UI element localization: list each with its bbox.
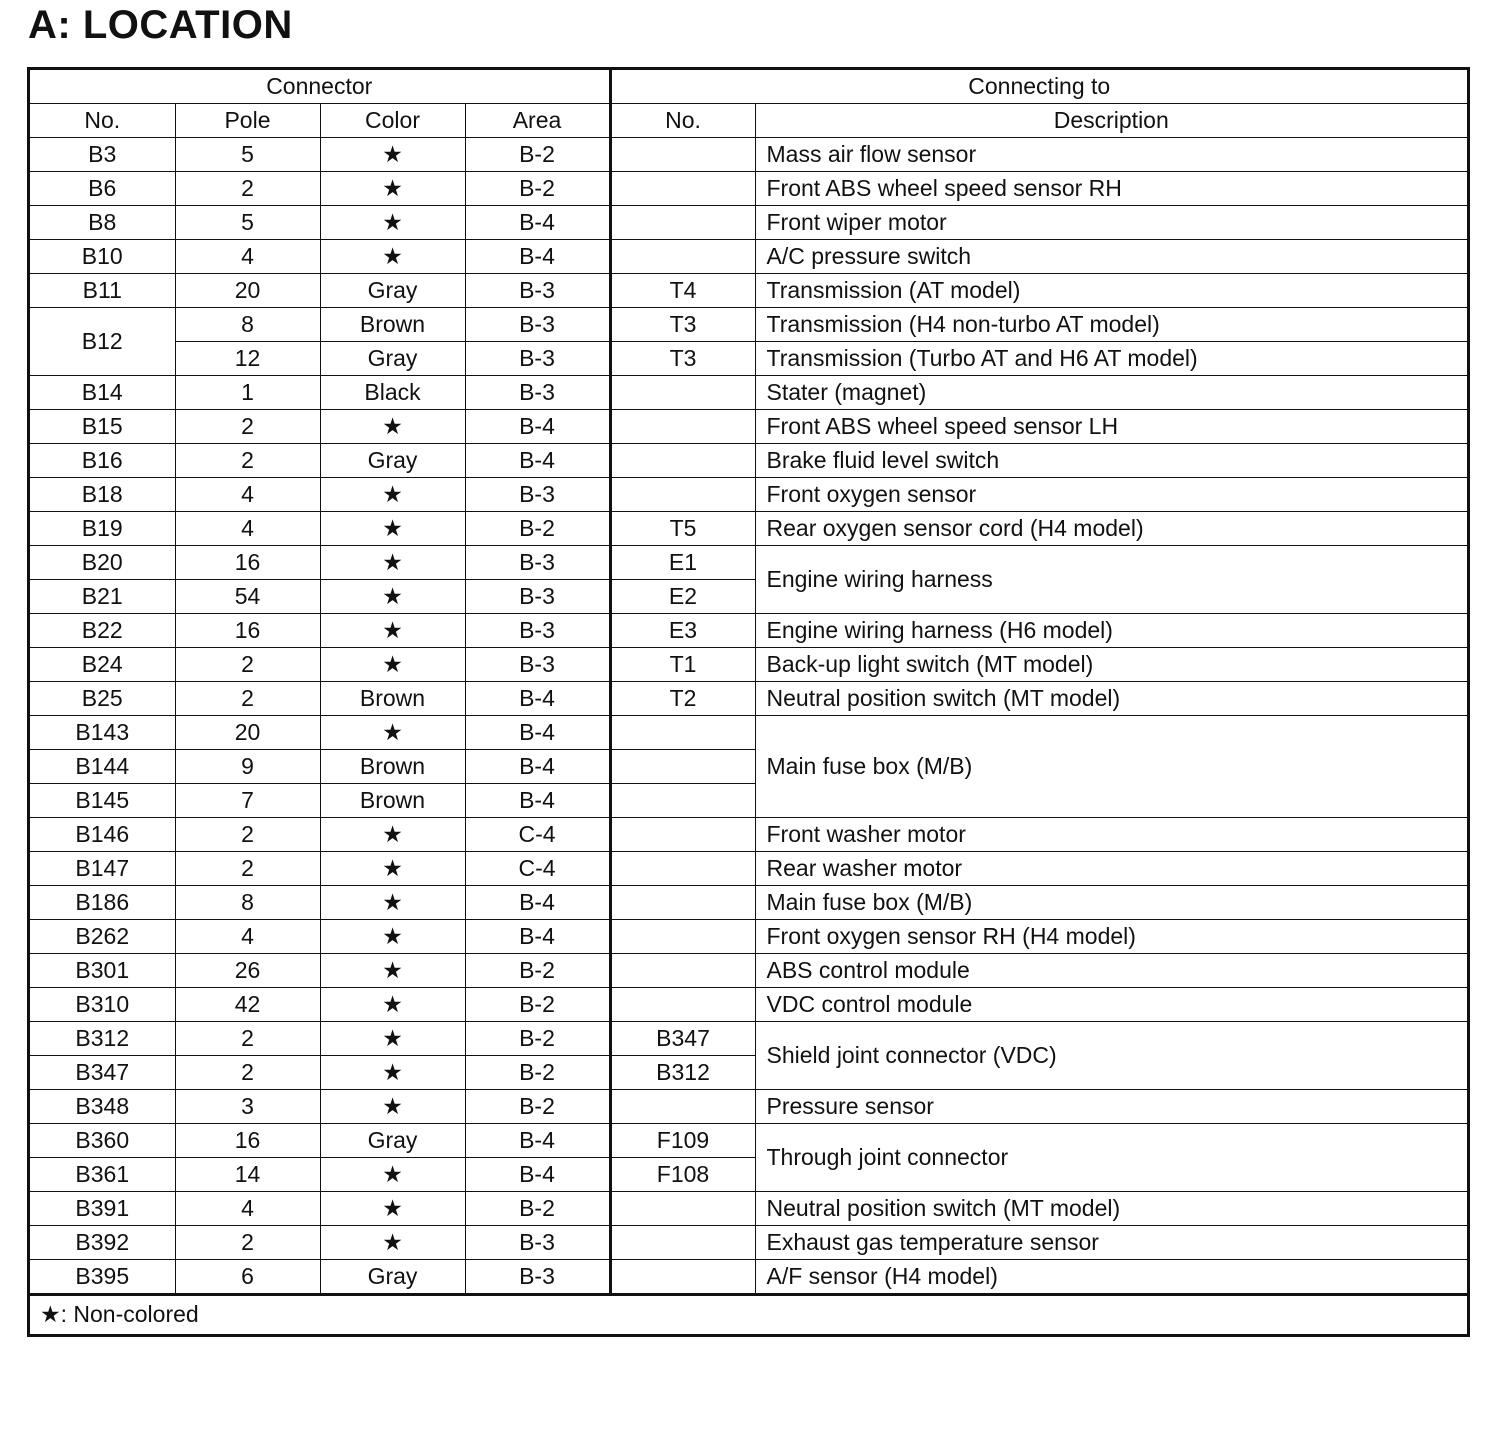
table-row [30, 954, 1467, 988]
cell-description: Stater (magnet) [755, 376, 1467, 410]
cell-connector-no: B11 [30, 274, 175, 308]
cell-color: ★ [320, 886, 465, 920]
table-row [30, 274, 1467, 308]
cell-connector-no: B20 [30, 546, 175, 580]
table-row [30, 920, 1467, 954]
cell-pole: 2 [175, 1226, 320, 1260]
cell-color: ★ [320, 172, 465, 206]
cell-color: ★ [320, 852, 465, 886]
cell-connector-no: B391 [30, 1192, 175, 1226]
cell-connecting-no [610, 920, 755, 954]
table-row [30, 308, 1467, 342]
cell-connecting-no: F109 [610, 1124, 755, 1158]
cell-color: ★ [320, 1090, 465, 1124]
cell-description: Front oxygen sensor RH (H4 model) [755, 920, 1467, 954]
table-row [30, 410, 1467, 444]
cell-area: B-3 [465, 274, 610, 308]
cell-connecting-no: T5 [610, 512, 755, 546]
cell-color: ★ [320, 546, 465, 580]
cell-connector-no: B146 [30, 818, 175, 852]
cell-color: ★ [320, 1056, 465, 1090]
column-header-color: Color [320, 104, 465, 138]
cell-connector-no: B348 [30, 1090, 175, 1124]
cell-connecting-no [610, 444, 755, 478]
cell-area: B-2 [465, 1192, 610, 1226]
table-row [30, 886, 1467, 920]
cell-connector-no: B301 [30, 954, 175, 988]
cell-connecting-no [610, 376, 755, 410]
cell-connecting-no: T1 [610, 648, 755, 682]
cell-connector-no: B145 [30, 784, 175, 818]
cell-color: ★ [320, 410, 465, 444]
cell-connecting-no [610, 1192, 755, 1226]
cell-connecting-no: T4 [610, 274, 755, 308]
cell-area: B-4 [465, 1158, 610, 1192]
cell-color: Brown [320, 784, 465, 818]
cell-pole: 16 [175, 546, 320, 580]
cell-connector-no: B347 [30, 1056, 175, 1090]
cell-description: Transmission (H4 non-turbo AT model) [755, 308, 1467, 342]
cell-color: Gray [320, 342, 465, 376]
column-header-description: Description [755, 104, 1467, 138]
cell-area: B-4 [465, 206, 610, 240]
column-header-to-no: No. [610, 104, 755, 138]
cell-area: B-4 [465, 750, 610, 784]
cell-connecting-no [610, 750, 755, 784]
cell-description: Back-up light switch (MT model) [755, 648, 1467, 682]
cell-description: Front wiper motor [755, 206, 1467, 240]
cell-connecting-no [610, 784, 755, 818]
cell-area: B-4 [465, 784, 610, 818]
cell-color: Brown [320, 682, 465, 716]
connector-table-frame [27, 67, 1470, 1337]
cell-description: ABS control module [755, 954, 1467, 988]
cell-connector-no: B10 [30, 240, 175, 274]
group-header-connector: Connector [30, 70, 610, 104]
cell-pole: 12 [175, 342, 320, 376]
cell-description: Front oxygen sensor [755, 478, 1467, 512]
table-row [30, 206, 1467, 240]
cell-color: Brown [320, 750, 465, 784]
cell-connecting-no [610, 1260, 755, 1295]
cell-pole: 5 [175, 206, 320, 240]
table-row [30, 1226, 1467, 1260]
table-row [30, 1022, 1467, 1056]
connector-location-table [30, 70, 1467, 1296]
table-row [30, 716, 1467, 750]
cell-description: Engine wiring harness [755, 546, 1467, 614]
cell-pole: 2 [175, 818, 320, 852]
table-row [30, 376, 1467, 410]
table-row [30, 1192, 1467, 1226]
cell-connector-no: B312 [30, 1022, 175, 1056]
cell-pole: 2 [175, 682, 320, 716]
cell-connector-no: B392 [30, 1226, 175, 1260]
cell-description: Transmission (AT model) [755, 274, 1467, 308]
cell-pole: 54 [175, 580, 320, 614]
cell-pole: 16 [175, 1124, 320, 1158]
cell-description: Main fuse box (M/B) [755, 886, 1467, 920]
cell-connecting-no [610, 1226, 755, 1260]
cell-description: Brake fluid level switch [755, 444, 1467, 478]
cell-pole: 9 [175, 750, 320, 784]
column-header-area: Area [465, 104, 610, 138]
cell-pole: 7 [175, 784, 320, 818]
cell-area: B-4 [465, 920, 610, 954]
cell-connecting-no: T3 [610, 308, 755, 342]
cell-connector-no: B310 [30, 988, 175, 1022]
cell-pole: 2 [175, 1022, 320, 1056]
cell-description: VDC control module [755, 988, 1467, 1022]
table-row [30, 988, 1467, 1022]
cell-connecting-no: E3 [610, 614, 755, 648]
cell-connector-no: B186 [30, 886, 175, 920]
cell-pole: 2 [175, 172, 320, 206]
cell-pole: 26 [175, 954, 320, 988]
cell-pole: 4 [175, 920, 320, 954]
cell-description: A/C pressure switch [755, 240, 1467, 274]
cell-connector-no: B25 [30, 682, 175, 716]
cell-area: B-3 [465, 1226, 610, 1260]
cell-description: Main fuse box (M/B) [755, 716, 1467, 818]
cell-connector-no: B395 [30, 1260, 175, 1295]
cell-area: B-3 [465, 648, 610, 682]
cell-connector-no: B19 [30, 512, 175, 546]
table-row [30, 614, 1467, 648]
cell-connector-no: B360 [30, 1124, 175, 1158]
cell-connecting-no [610, 172, 755, 206]
cell-description: Mass air flow sensor [755, 138, 1467, 172]
cell-color: ★ [320, 1158, 465, 1192]
table-row [30, 852, 1467, 886]
table-row [30, 138, 1467, 172]
cell-color: ★ [320, 580, 465, 614]
cell-description: Neutral position switch (MT model) [755, 1192, 1467, 1226]
cell-pole: 4 [175, 512, 320, 546]
cell-pole: 20 [175, 716, 320, 750]
cell-pole: 8 [175, 886, 320, 920]
cell-area: B-4 [465, 1124, 610, 1158]
cell-color: ★ [320, 920, 465, 954]
cell-connecting-no: T3 [610, 342, 755, 376]
cell-pole: 20 [175, 274, 320, 308]
table-row [30, 342, 1467, 376]
cell-connector-no: B24 [30, 648, 175, 682]
cell-connector-no: B15 [30, 410, 175, 444]
column-header-no: No. [30, 104, 175, 138]
cell-color: ★ [320, 988, 465, 1022]
cell-area: B-2 [465, 988, 610, 1022]
cell-connecting-no: T2 [610, 682, 755, 716]
cell-pole: 6 [175, 1260, 320, 1295]
cell-connector-no: B14 [30, 376, 175, 410]
cell-connecting-no: B347 [610, 1022, 755, 1056]
cell-description: Shield joint connector (VDC) [755, 1022, 1467, 1090]
cell-area: B-2 [465, 512, 610, 546]
cell-connector-no: B3 [30, 138, 175, 172]
cell-description: Front ABS wheel speed sensor RH [755, 172, 1467, 206]
table-row [30, 172, 1467, 206]
table-row [30, 818, 1467, 852]
cell-color: Gray [320, 444, 465, 478]
cell-color: ★ [320, 240, 465, 274]
cell-description: Front washer motor [755, 818, 1467, 852]
cell-connector-no: B12 [30, 308, 175, 376]
cell-area: B-3 [465, 1260, 610, 1295]
cell-connecting-no [610, 716, 755, 750]
cell-pole: 2 [175, 410, 320, 444]
table-row [30, 1090, 1467, 1124]
table-row [30, 444, 1467, 478]
cell-area: B-2 [465, 1090, 610, 1124]
cell-pole: 8 [175, 308, 320, 342]
cell-color: Gray [320, 1124, 465, 1158]
cell-color: ★ [320, 614, 465, 648]
cell-color: ★ [320, 478, 465, 512]
cell-area: C-4 [465, 818, 610, 852]
cell-area: B-3 [465, 614, 610, 648]
cell-color: Gray [320, 274, 465, 308]
cell-color: ★ [320, 512, 465, 546]
cell-area: B-2 [465, 172, 610, 206]
cell-connector-no: B262 [30, 920, 175, 954]
cell-connecting-no [610, 206, 755, 240]
cell-area: B-4 [465, 716, 610, 750]
cell-color: Black [320, 376, 465, 410]
cell-connecting-no: B312 [610, 1056, 755, 1090]
cell-color: ★ [320, 648, 465, 682]
cell-connecting-no: E2 [610, 580, 755, 614]
cell-description: Pressure sensor [755, 1090, 1467, 1124]
cell-area: B-3 [465, 308, 610, 342]
cell-description: Front ABS wheel speed sensor LH [755, 410, 1467, 444]
cell-area: B-4 [465, 240, 610, 274]
cell-connecting-no [610, 954, 755, 988]
cell-connecting-no [610, 886, 755, 920]
cell-connector-no: B21 [30, 580, 175, 614]
cell-connecting-no: E1 [610, 546, 755, 580]
cell-connecting-no [610, 818, 755, 852]
cell-area: B-2 [465, 1022, 610, 1056]
cell-connecting-no [610, 478, 755, 512]
cell-pole: 5 [175, 138, 320, 172]
cell-pole: 16 [175, 614, 320, 648]
legend-note: ★: Non-colored [40, 1301, 199, 1327]
cell-pole: 4 [175, 240, 320, 274]
cell-description: Rear washer motor [755, 852, 1467, 886]
cell-description: A/F sensor (H4 model) [755, 1260, 1467, 1295]
cell-connector-no: B147 [30, 852, 175, 886]
table-body [30, 138, 1467, 1295]
cell-pole: 3 [175, 1090, 320, 1124]
table-row [30, 1124, 1467, 1158]
cell-description: Rear oxygen sensor cord (H4 model) [755, 512, 1467, 546]
cell-connecting-no [610, 138, 755, 172]
cell-area: B-3 [465, 376, 610, 410]
cell-area: B-2 [465, 954, 610, 988]
cell-connector-no: B143 [30, 716, 175, 750]
cell-pole: 4 [175, 1192, 320, 1226]
cell-area: B-3 [465, 342, 610, 376]
column-header-pole: Pole [175, 104, 320, 138]
cell-connector-no: B16 [30, 444, 175, 478]
cell-connector-no: B8 [30, 206, 175, 240]
table-row [30, 682, 1467, 716]
cell-description: Engine wiring harness (H6 model) [755, 614, 1467, 648]
table-row [30, 512, 1467, 546]
cell-pole: 2 [175, 1056, 320, 1090]
cell-color: ★ [320, 1226, 465, 1260]
cell-area: B-3 [465, 478, 610, 512]
cell-pole: 42 [175, 988, 320, 1022]
cell-color: ★ [320, 206, 465, 240]
cell-description: Exhaust gas temperature sensor [755, 1226, 1467, 1260]
cell-area: B-3 [465, 580, 610, 614]
cell-connecting-no [610, 410, 755, 444]
cell-color: ★ [320, 1192, 465, 1226]
table-row [30, 546, 1467, 580]
group-header-connecting-to: Connecting to [610, 70, 1467, 104]
cell-area: B-3 [465, 546, 610, 580]
table-row [30, 648, 1467, 682]
cell-description: Through joint connector [755, 1124, 1467, 1192]
cell-connector-no: B6 [30, 172, 175, 206]
cell-area: B-4 [465, 410, 610, 444]
cell-area: B-4 [465, 682, 610, 716]
cell-pole: 4 [175, 478, 320, 512]
cell-pole: 1 [175, 376, 320, 410]
cell-connector-no: B18 [30, 478, 175, 512]
cell-color: ★ [320, 954, 465, 988]
cell-area: C-4 [465, 852, 610, 886]
cell-color: ★ [320, 138, 465, 172]
cell-area: B-4 [465, 886, 610, 920]
cell-color: ★ [320, 716, 465, 750]
cell-description: Neutral position switch (MT model) [755, 682, 1467, 716]
cell-color: ★ [320, 1022, 465, 1056]
cell-connecting-no [610, 1090, 755, 1124]
table-row [30, 240, 1467, 274]
cell-pole: 2 [175, 648, 320, 682]
cell-connecting-no [610, 240, 755, 274]
cell-connecting-no [610, 852, 755, 886]
cell-pole: 14 [175, 1158, 320, 1192]
cell-area: B-2 [465, 138, 610, 172]
table-row [30, 478, 1467, 512]
cell-area: B-2 [465, 1056, 610, 1090]
cell-color: Gray [320, 1260, 465, 1295]
cell-area: B-4 [465, 444, 610, 478]
cell-connector-no: B144 [30, 750, 175, 784]
cell-connector-no: B361 [30, 1158, 175, 1192]
table-row [30, 1260, 1467, 1295]
cell-color: Brown [320, 308, 465, 342]
cell-description: Transmission (Turbo AT and H6 AT model) [755, 342, 1467, 376]
cell-color: ★ [320, 818, 465, 852]
cell-connector-no: B22 [30, 614, 175, 648]
cell-connecting-no [610, 988, 755, 1022]
cell-pole: 2 [175, 852, 320, 886]
page-title: A: LOCATION [28, 3, 293, 47]
cell-pole: 2 [175, 444, 320, 478]
cell-connecting-no: F108 [610, 1158, 755, 1192]
